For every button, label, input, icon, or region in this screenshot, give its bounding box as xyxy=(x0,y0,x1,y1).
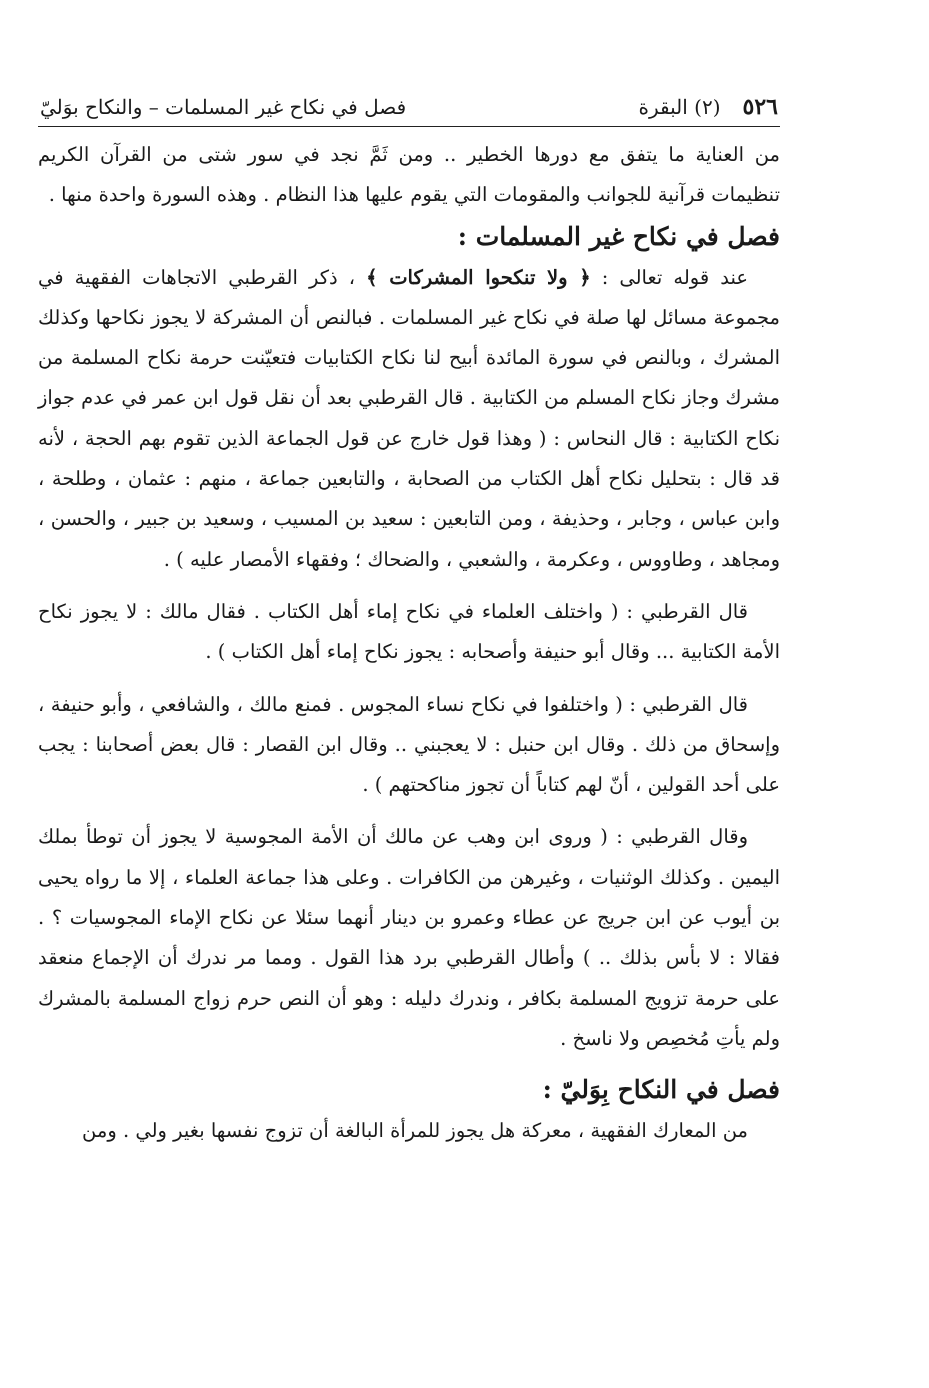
heading-non-muslim-marriage: فصل في نكاح غير المسلمات : xyxy=(457,221,780,251)
paragraph-1-rest: ، ذكر القرطبي الاتجاهات الفقهية في مجموعة مسائل لها صلة في نكاح غير المسلمات . فبالنص أن المشركة لا يجوز نكاحها وكذلك المشرك ، وبالنص في سورة المائدة أبيح لنا نكاح الكتابيات فتعيّنت حرمة نكاح المسلمة من مشرك وجاز نكاح المسلم من الكتابية . قال القرطبي بعد أن نقل قول ابن عمر في عدم جواز نكاح الكتابية : قال النحاس : ( وهذا قول خارج عن قول الجماعة الذين تقوم بهم الحجة ، لأنه قد قال : بتحليل نكاح أهل الكتاب من الصحابة ، والتابعين جماعة ، منهم : عثمان ، وطلحة ، وابن عباس ، وجابر ، وحذيفة ، ومن التابعين : سعيد بن المسيب ، وسعيد بن جبير ، والحسن ، ومجاهد ، وطاووس ، وعكرمة ، والشعبي ، والضحاك ؛ وفقهاء الأمصار عليه ) . xyxy=(38,265,780,571)
quran-quote: ﴿ ولا تنكحوا المشركات ﴾ xyxy=(366,265,591,289)
paragraph-3: قال القرطبي : ( واختلفوا في نكاح نساء المجوس . فمنع مالك ، والشافعي ، وأبو حنيفة ، وإسحاق من ذلك . وقال ابن حنبل : لا يعجبني .. وقال ابن القصار : قال بعض أصحابنا : يجب على أحد القولين ، أنّ لهم كتاباً أن تجوز مناكحتهم ) . xyxy=(38,692,780,797)
header-right-group xyxy=(639,92,779,122)
book-page xyxy=(38,92,780,1152)
paragraph-5: من المعارك الفقهية ، معركة هل يجوز للمرأة البالغة أن تزوج نفسها بغير ولي . ومن xyxy=(82,1119,748,1143)
paragraph-1 xyxy=(38,258,780,580)
page-body xyxy=(38,135,780,1152)
running-header xyxy=(38,92,780,127)
intro-paragraph: من العناية ما يتفق مع دورها الخطير .. ومن ثَمَّ نجد في سور شتى من القرآن الكريم تنظيمات قرآنية للجوانب والمقومات التي يقوم عليها هذا النظام . وهذه السورة واحدة منها . xyxy=(38,143,780,207)
heading-guardian-marriage: فصل في النكاح بِوَليّ : xyxy=(542,1075,780,1105)
paragraph-4: وقال القرطبي : ( وروى ابن وهب عن مالك أن الأمة المجوسية لا يجوز أن توطأ بملك اليمين . وكذلك الوثنيات ، وغيرهن من الكافرات . وعلى هذا جماعة العلماء ، إلا ما رواه يحيى بن أيوب عن ابن جريج عن عطاء وعمرو بن دينار أنهما سئلا عن نكاح الإماء المجوسيات ؟ . فقالا : لا بأس بذلك .. ) وأطال القرطبي برد هذا القول . ومما مر ندرك أن الإجماع منعقد على حرمة تزويج المسلمة بكافر ، وندرك دليله : وهو أن النص حرم زواج المسلمة بالمشرك ولم يأتِ مُخصِص ولا ناسخ . xyxy=(38,825,780,1050)
section-title: فصل في نكاح غير المسلمات – والنكاح بوَليّ xyxy=(40,95,407,119)
page-number: ٥٢٦ xyxy=(742,94,778,120)
paragraph-2: قال القرطبي : ( واختلف العلماء في نكاح إماء أهل الكتاب . فقال مالك : لا يجوز نكاح الأمة الكتابية ... وقال أبو حنيفة وأصحابه : يجوز نكاح إماء أهل الكتاب ) . xyxy=(38,599,780,664)
paragraph-1-lead: عند قوله تعالى : xyxy=(590,265,748,289)
surah-label: (٢) البقرة xyxy=(638,95,721,119)
